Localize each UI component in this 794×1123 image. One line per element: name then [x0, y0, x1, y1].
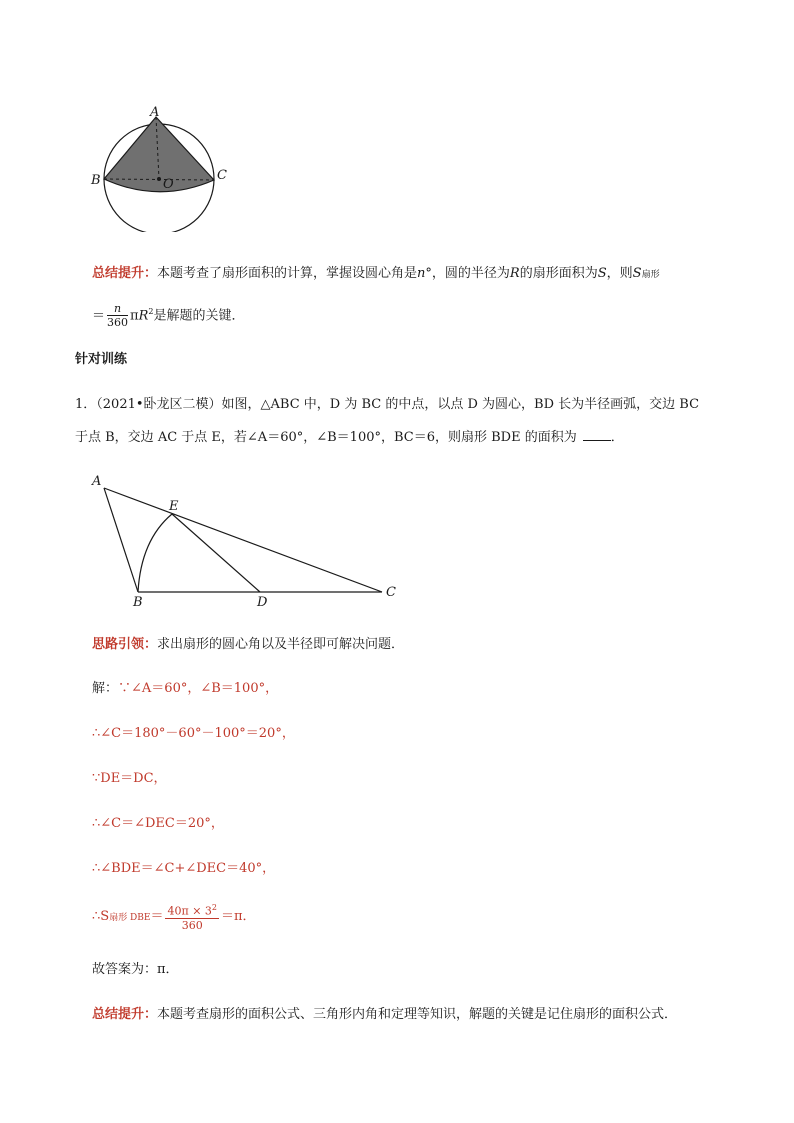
segment-de	[172, 514, 260, 592]
solution-step1	[92, 680, 278, 698]
solution-step4: ∴∠C＝∠DEC＝20°，	[92, 816, 224, 831]
summary1-sup: 2	[148, 307, 154, 316]
summary2-line	[92, 1006, 677, 1024]
summary1-eq: ＝	[92, 308, 106, 324]
summary1-deg: °	[425, 266, 432, 281]
solution-s1: ∵∠A＝60°，∠B＝100°，	[118, 681, 279, 696]
summary2-text: 本题考查扇形的面积公式、三角形内角和定理等知识，解题的关键是记住扇形的面积公式．	[157, 1007, 678, 1022]
summary1-r: R	[509, 266, 520, 281]
solution-step5: ∴∠BDE＝∠C+∠DEC＝40°，	[92, 861, 276, 876]
label-d: D	[257, 595, 268, 610]
summary2-title: 总结提升：	[92, 1007, 158, 1022]
summary1-text-e: 是解题的关键．	[153, 308, 245, 324]
label-b: B	[133, 595, 143, 610]
summary1-frac-den: 360	[107, 316, 129, 330]
solution-step6	[92, 900, 256, 935]
problem-line2-end: ．	[610, 430, 624, 445]
answer-blank	[583, 428, 611, 441]
solution-fraction	[165, 901, 219, 932]
arc-be	[138, 514, 172, 592]
triangle-arc-figure	[86, 470, 406, 610]
hint-text: 求出扇形的圆心角以及半径即可解决问题．	[157, 637, 405, 652]
summary1-text-c: 的扇形面积为	[519, 266, 598, 281]
summary1-text-a: 本题考查了扇形面积的计算，掌握设圆心角是	[157, 266, 418, 281]
summary1-text-b: ，圆的半径为	[431, 266, 510, 281]
label-b: B	[91, 173, 101, 188]
solution-num-text: 40π × 3	[167, 904, 212, 918]
side-ab	[104, 488, 138, 592]
label-c: C	[217, 168, 227, 183]
problem-line1: 1．（2021•卧龙区二模）如图，△ABC 中，D 为 BC 的中点，以点 D 为圆心，BD 长为半径画弧，交边 BC	[75, 397, 700, 412]
problem-line2-text: 于点 B，交边 AC 于点 E，若∠A＝60°，∠B＝100°，BC＝6，则扇形 BDE 的面积为	[75, 430, 577, 445]
label-c: C	[386, 585, 396, 600]
label-o: O	[163, 177, 174, 192]
solution-prefix: 解：	[92, 681, 119, 696]
solution-frac-num	[165, 901, 219, 919]
label-e: E	[169, 499, 179, 514]
solution-s6-post: ＝π．	[221, 909, 256, 924]
solution-answer: 故答案为：π．	[92, 962, 179, 977]
solution-frac-den: 360	[181, 918, 203, 932]
solution-s6-eq: ＝	[150, 909, 164, 924]
summary1-line1	[92, 265, 660, 284]
summary1-pi: π	[130, 308, 139, 324]
label-a: A	[92, 474, 102, 489]
summary1-fraction	[107, 302, 128, 329]
solution-num-sup: 2	[211, 903, 217, 913]
solution-s6-pre: ∴S	[92, 909, 110, 924]
hint-title: 思路引领：	[92, 637, 158, 652]
center-point	[157, 177, 161, 181]
summary1-text-d: ，则	[606, 266, 633, 281]
summary1-sub: 扇形	[641, 270, 660, 280]
summary1-frac-num: n	[107, 302, 128, 316]
solution-step2: ∴∠C＝180°－60°－100°＝20°，	[92, 726, 295, 741]
circle-sector-figure	[86, 100, 246, 232]
solution-step3: ∵DE＝DC，	[92, 771, 167, 786]
summary1-s: S	[597, 266, 607, 281]
section-title: 针对训练	[75, 352, 128, 367]
summary1-s2: S	[632, 266, 642, 281]
label-a: A	[150, 105, 160, 120]
summary1-n: n	[417, 266, 426, 281]
summary1-r2: R	[138, 308, 149, 324]
solution-s6-sub: 扇形 DBE	[109, 913, 151, 923]
hint-line	[92, 636, 404, 654]
summary1-title: 总结提升：	[92, 266, 158, 281]
problem-line2	[75, 428, 624, 447]
summary1-line2	[92, 297, 244, 331]
